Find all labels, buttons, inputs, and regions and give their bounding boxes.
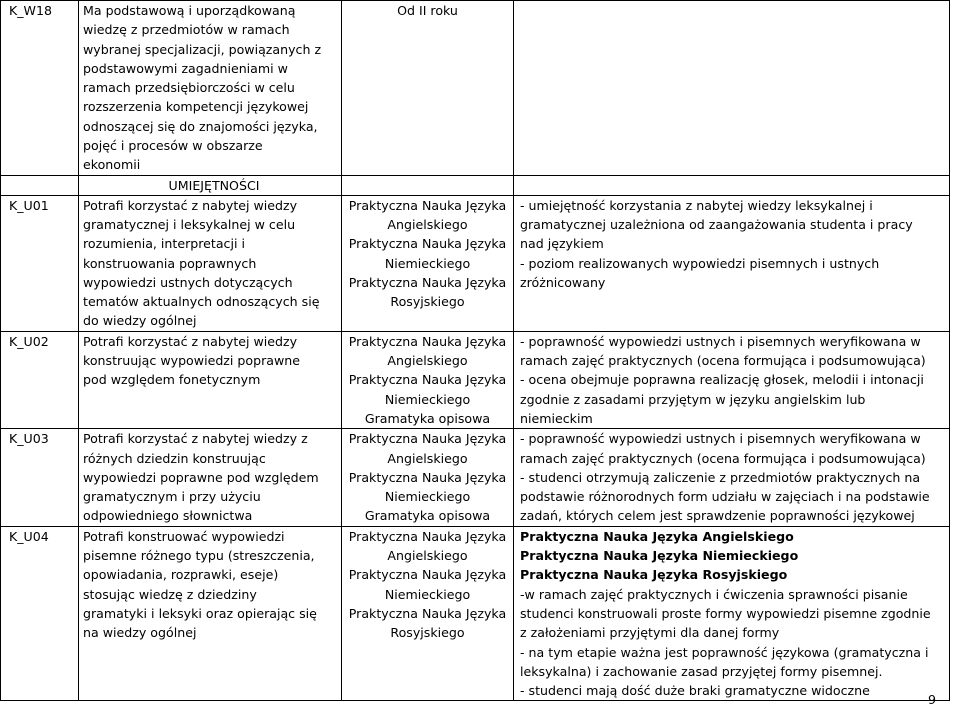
outcome-effect: Ma podstawową i uporządkowaną wiedzę z przedmiotów w ramach wybranej specjalizacji, powiązanych z podstawowymi zagadnieniami w ramach przedsiębiorczości w celu rozszerzenia kompetencji językowej odnoszącej się do znajomości języka, pojęć i procesów w obszarze ekonomii [79, 1, 342, 176]
verification-cell: - poprawność wypowiedzi ustnych i pisemnych weryfikowana w ramach zajęć praktycznych (ocena formująca i podsumowująca) - ocena obejmuje poprawna realizację głosek, melodii i intonacji zgodnie z zasadami przyjętym w języku angielskim lub niemieckim [514, 331, 950, 428]
page-number: 9 [927, 692, 936, 707]
outcome-code: K_U04 [1, 526, 79, 701]
outcome-effect: Potrafi korzystać z nabytej wiedzy konstruując wypowiedzi poprawne pod względem fonetycznym [79, 331, 342, 428]
table-row-k-u01 [1, 195, 950, 331]
section-title: UMIEJĘTNOŚCI [79, 175, 342, 195]
table-row-k-u04 [1, 526, 950, 701]
outcome-code: K_U01 [1, 195, 79, 331]
table-row-k-u02 [1, 331, 950, 428]
course-cell: Od II roku [342, 1, 514, 176]
outcome-effect: Potrafi korzystać z nabytej wiedzy z różnych dziedzin konstruując wypowiedzi poprawne pod względem gramatycznym i przy użyciu odpowiedniego słownictwa [79, 429, 342, 526]
course-cell: Praktyczna Nauka Języka Angielskiego Praktyczna Nauka Języka Niemieckiego Gramatyka opisowa [342, 331, 514, 428]
verification-cell: - umiejętność korzystania z nabytej wiedzy leksykalnej i gramatycznej uzależniona od zaangażowania studenta i pracy nad językiem - poziom realizowanych wypowiedzi pisemnych i ustnych zróżnicowany [514, 195, 950, 331]
outcome-code: K_W18 [1, 1, 79, 176]
course-heading: Praktyczna Nauka Języka Angielskiego [520, 528, 794, 544]
outcome-effect: Potrafi korzystać z nabytej wiedzy gramatycznej i leksykalnej w celu rozumienia, interpretacji i konstruowania poprawnych wypowiedzi ustnych dotyczących tematów aktualnych odnoszących się do wiedzy ogólnej [79, 195, 342, 331]
verification-cell: - poprawność wypowiedzi ustnych i pisemnych weryfikowana w ramach zajęć praktycznych (ocena formująca i podsumowująca) - studenci otrzymują zaliczenie z przedmiotów praktycznych na podstawie różnorodnych form udziału w zajęciach i na podstawie zadań, których celem jest sprawdzenie poprawności językowej [514, 429, 950, 526]
outcome-effect: Potrafi konstruować wypowiedzi pisemne różnego typu (streszczenia, opowiadania, rozprawki, eseje) stosując wiedzę z dziedziny gramatyki i leksyki oraz opierając się na wiedzy ogólnej [79, 526, 342, 701]
course-heading: Praktyczna Nauka Języka Niemieckiego [520, 548, 799, 564]
table-row-k-w18 [1, 1, 950, 176]
outcome-code: K_U02 [1, 331, 79, 428]
outcome-code: K_U03 [1, 429, 79, 526]
course-cell: Praktyczna Nauka Języka Angielskiego Praktyczna Nauka Języka Niemieckiego Praktyczna Nauka Języka Rosyjskiego [342, 526, 514, 701]
table-row-k-u03 [1, 429, 950, 526]
verification-cell [514, 1, 950, 176]
course-cell: Praktyczna Nauka Języka Angielskiego Praktyczna Nauka Języka Niemieckiego Praktyczna Nauka Języka Rosyjskiego [342, 195, 514, 331]
verification-cell: Praktyczna Nauka Języka Angielskiego Praktyczna Nauka Języka Niemieckiego Praktyczna Nauka Języka Rosyjskiego -w ramach zajęć praktycznych i ćwiczenia sprawności pisanie studenci konstruowali proste formy wypowiedzi pisemne zgodnie z założeniami przyjętymi dla danej formy - na tym etapie ważna jest poprawność językowa (gramatyczna i leksykalna) i zachowanie zasad przyjętej formy pisemnej. - studenci mają dość duże braki gramatyczne widoczne [514, 526, 950, 701]
course-cell: Praktyczna Nauka Języka Angielskiego Praktyczna Nauka Języka Niemieckiego Gramatyka opisowa [342, 429, 514, 526]
course-heading: Praktyczna Nauka Języka Rosyjskiego [520, 567, 788, 583]
section-header-row [1, 175, 950, 195]
